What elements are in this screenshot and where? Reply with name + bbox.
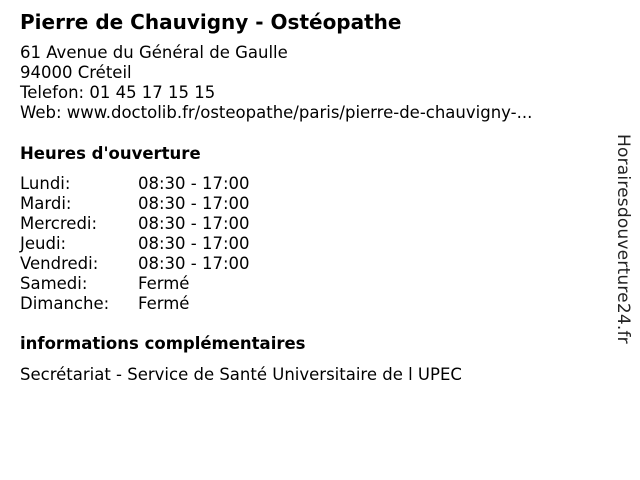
- day-label: Jeudi:: [20, 234, 67, 253]
- hours-value: 08:30 - 17:00: [138, 174, 250, 193]
- day-label: Mardi:: [20, 194, 72, 213]
- website-link[interactable]: Web: www.doctolib.fr/osteopathe/paris/pierre-de-chauvigny-...: [20, 103, 533, 122]
- day-label: Vendredi:: [20, 254, 99, 273]
- opening-hours-table: [20, 174, 250, 314]
- street-address: 61 Avenue du Général de Gaulle: [20, 43, 288, 62]
- hours-row-friday: [20, 254, 250, 274]
- business-title: Pierre de Chauvigny - Ostéopathe: [20, 10, 402, 34]
- hours-value: 08:30 - 17:00: [138, 234, 250, 253]
- hours-row-monday: [20, 174, 250, 194]
- hours-row-tuesday: [20, 194, 250, 214]
- hours-value: 08:30 - 17:00: [138, 214, 250, 233]
- phone-number[interactable]: Telefon: 01 45 17 15 15: [20, 83, 216, 102]
- opening-hours-heading: Heures d'ouverture: [20, 144, 201, 163]
- additional-info-text: Secrétariat - Service de Santé Universitaire de l UPEC: [20, 365, 462, 384]
- day-label: Mercredi:: [20, 214, 98, 233]
- day-label: Lundi:: [20, 174, 71, 193]
- hours-row-sunday: [20, 294, 250, 314]
- day-label: Dimanche:: [20, 294, 110, 313]
- day-label: Samedi:: [20, 274, 88, 293]
- site-watermark: Horairesdouverture24.fr: [613, 134, 633, 344]
- hours-row-thursday: [20, 234, 250, 254]
- hours-value: 08:30 - 17:00: [138, 194, 250, 213]
- hours-value: 08:30 - 17:00: [138, 254, 250, 273]
- hours-value: Fermé: [138, 294, 190, 313]
- hours-row-wednesday: [20, 214, 250, 234]
- address-block: [20, 43, 532, 123]
- hours-value: Fermé: [138, 274, 190, 293]
- hours-row-saturday: [20, 274, 250, 294]
- additional-info-heading: informations complémentaires: [20, 334, 306, 353]
- postal-city: 94000 Créteil: [20, 63, 132, 82]
